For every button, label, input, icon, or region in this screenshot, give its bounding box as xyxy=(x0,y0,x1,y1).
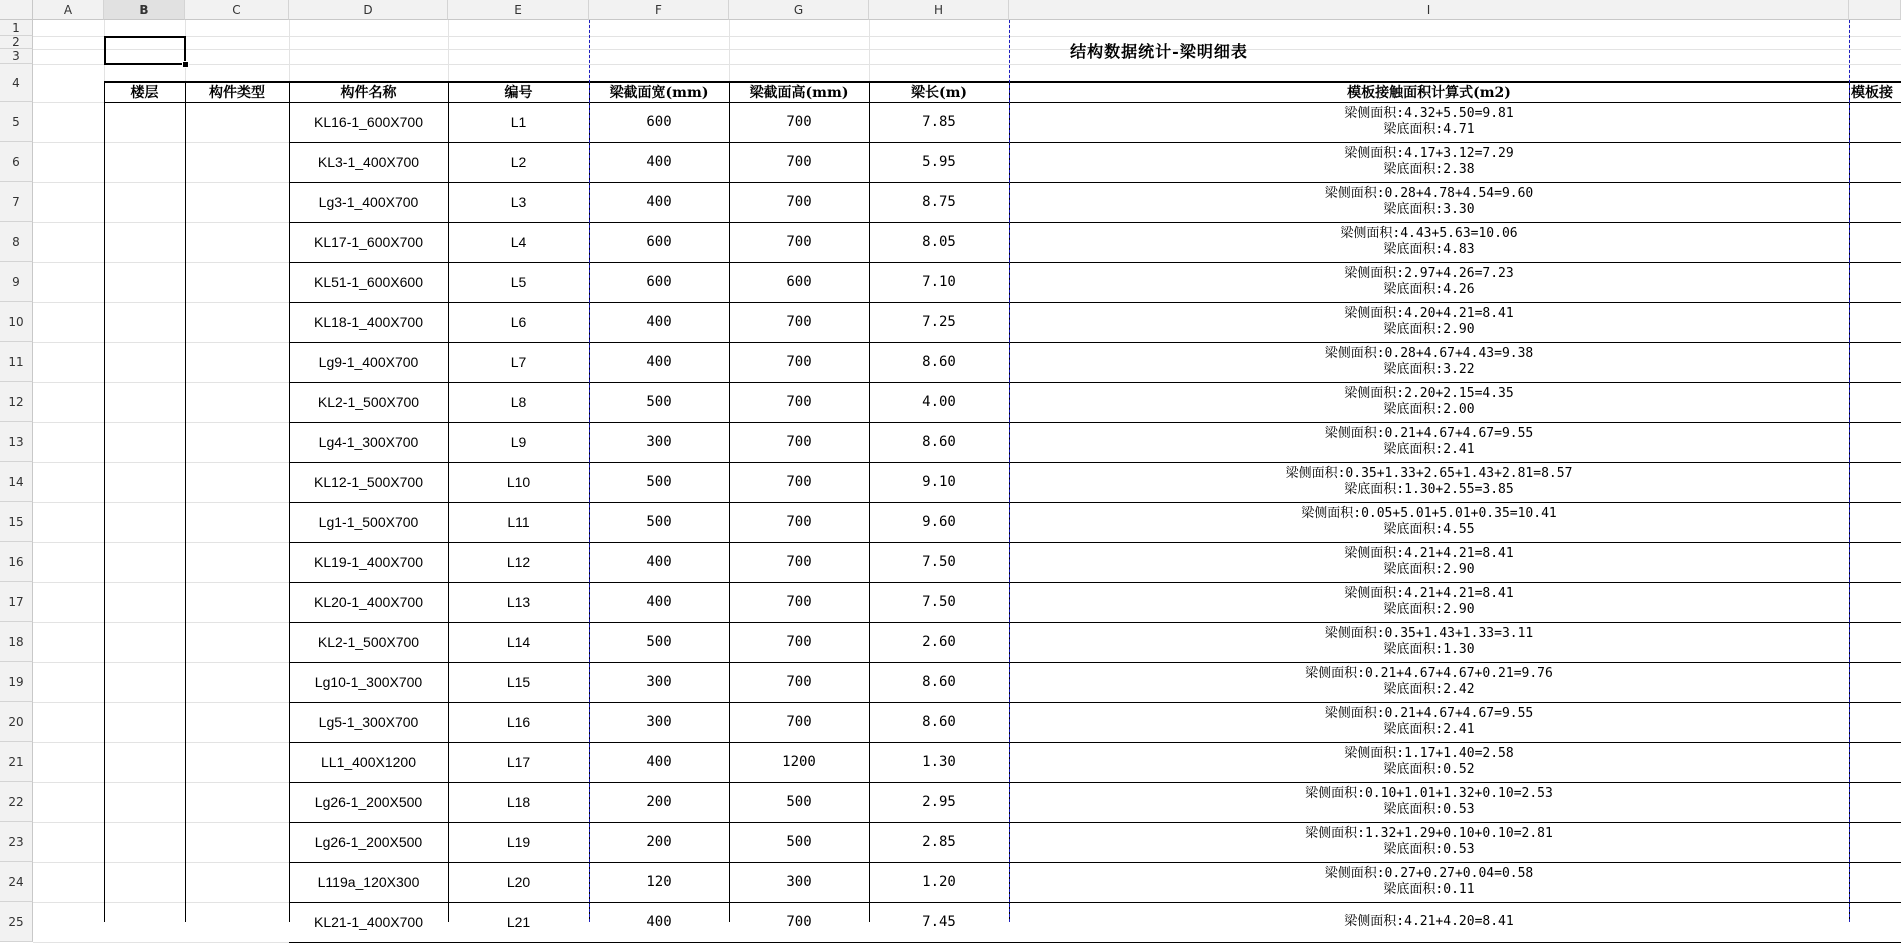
column-header-h[interactable]: H xyxy=(869,0,1009,20)
column-header-g[interactable]: G xyxy=(729,0,869,20)
side-area-line: 梁侧面积:1.32+1.29+0.10+0.10=2.81 xyxy=(1305,826,1553,841)
row-header-14[interactable]: 14 xyxy=(0,462,33,502)
section-width-cell[interactable]: 600 xyxy=(646,274,672,290)
header-border-bottom xyxy=(104,102,1901,103)
row-header-20[interactable]: 20 xyxy=(0,702,33,742)
component-name-cell[interactable]: Lg1-1_500X700 xyxy=(318,514,419,530)
row-border xyxy=(289,502,1901,503)
section-width-cell[interactable]: 200 xyxy=(646,794,672,810)
section-width-cell[interactable]: 600 xyxy=(646,114,672,130)
code-cell[interactable]: L21 xyxy=(506,914,531,930)
code-cell[interactable]: L8 xyxy=(510,394,527,410)
side-area-line: 梁侧面积:0.35+1.33+2.65+1.43+2.81=8.57 xyxy=(1285,466,1573,481)
column-border xyxy=(185,81,186,922)
row-header-19[interactable]: 19 xyxy=(0,662,33,702)
component-name-cell[interactable]: KL3-1_400X700 xyxy=(317,154,420,170)
page-break-line xyxy=(589,20,590,922)
code-cell[interactable]: L4 xyxy=(510,234,527,250)
section-height-cell[interactable]: 600 xyxy=(786,274,812,290)
bottom-area-line: 梁底面积:4.83 xyxy=(1383,242,1475,257)
side-area-line: 梁侧面积:0.10+1.01+1.32+0.10=2.53 xyxy=(1305,786,1553,801)
row-header-5[interactable]: 5 xyxy=(0,102,33,142)
formwork-partial-cell[interactable] xyxy=(1849,142,1901,182)
component-name-cell[interactable]: KL20-1_400X700 xyxy=(314,594,423,610)
bottom-area-line: 梁底面积:0.53 xyxy=(1383,842,1475,857)
row-header-24[interactable]: 24 xyxy=(0,862,33,902)
beam-length-cell[interactable]: 8.05 xyxy=(922,234,956,250)
formwork-formula-cell[interactable] xyxy=(1009,542,1849,582)
section-height-cell[interactable]: 500 xyxy=(786,794,812,810)
beam-length-cell[interactable]: 7.50 xyxy=(922,594,956,610)
row-header-23[interactable]: 23 xyxy=(0,822,33,862)
section-width-cell[interactable]: 500 xyxy=(646,474,672,490)
beam-length-cell[interactable]: 4.00 xyxy=(922,394,956,410)
formwork-formula-cell[interactable] xyxy=(1009,422,1849,462)
section-width-cell[interactable]: 400 xyxy=(646,154,672,170)
code-cell[interactable]: L2 xyxy=(510,154,527,170)
row-border xyxy=(289,222,1901,223)
formwork-formula-cell[interactable] xyxy=(1009,262,1849,302)
bottom-area-line: 梁底面积:1.30+2.55=3.85 xyxy=(1344,482,1514,497)
component-name-cell[interactable]: KL51-1_600X600 xyxy=(314,274,423,290)
sheet-title: 结构数据统计-梁明细表 xyxy=(1070,41,1248,61)
column-border xyxy=(289,81,290,922)
row-header-22[interactable]: 22 xyxy=(0,782,33,822)
section-width-cell[interactable]: 500 xyxy=(646,634,672,650)
beam-length-cell[interactable]: 2.95 xyxy=(922,794,956,810)
row-header-15[interactable]: 15 xyxy=(0,502,33,542)
component-name-cell[interactable]: Lg26-1_200X500 xyxy=(314,794,423,810)
beam-length-cell[interactable]: 8.60 xyxy=(922,354,956,370)
section-height-cell[interactable]: 700 xyxy=(786,194,812,210)
column-header-i[interactable]: I xyxy=(1009,0,1849,20)
bottom-area-line: 梁底面积:2.90 xyxy=(1383,322,1475,337)
beam-length-cell[interactable]: 8.60 xyxy=(922,434,956,450)
row-border xyxy=(289,582,1901,583)
beam-length-cell[interactable]: 7.10 xyxy=(922,274,956,290)
formwork-formula-cell[interactable] xyxy=(1009,902,1849,942)
beam-length-cell[interactable]: 7.25 xyxy=(922,314,956,330)
side-area-line: 梁侧面积:0.27+0.27+0.04=0.58 xyxy=(1324,866,1534,881)
column-header-a[interactable]: A xyxy=(33,0,104,20)
formwork-formula-cell[interactable] xyxy=(1009,822,1849,862)
code-cell[interactable]: L5 xyxy=(510,274,527,290)
component-name-cell[interactable]: Lg3-1_400X700 xyxy=(318,194,419,210)
header-code: 编号 xyxy=(504,84,533,101)
side-area-line: 梁侧面积:2.20+2.15=4.35 xyxy=(1344,386,1514,401)
formwork-partial-cell[interactable] xyxy=(1849,462,1901,502)
beam-length-cell[interactable]: 1.20 xyxy=(922,874,956,890)
side-area-line: 梁侧面积:0.21+4.67+4.67=9.55 xyxy=(1324,706,1534,721)
bottom-area-line: 梁底面积:4.71 xyxy=(1383,122,1475,137)
formwork-formula-cell[interactable] xyxy=(1009,702,1849,742)
bottom-area-line: 梁底面积:3.30 xyxy=(1383,202,1475,217)
beam-length-cell[interactable]: 7.45 xyxy=(922,914,956,930)
row-border xyxy=(289,342,1901,343)
column-header-e[interactable]: E xyxy=(448,0,589,20)
section-height-cell[interactable]: 700 xyxy=(786,554,812,570)
component-name-cell[interactable]: KL19-1_400X700 xyxy=(314,554,423,570)
code-cell[interactable]: L14 xyxy=(506,634,531,650)
component-name-cell[interactable]: KL2-1_500X700 xyxy=(317,634,420,650)
component-name-cell[interactable]: Lg4-1_300X700 xyxy=(318,434,419,450)
side-area-line: 梁侧面积:4.20+4.21=8.41 xyxy=(1344,306,1514,321)
beam-length-cell[interactable]: 7.85 xyxy=(922,114,956,130)
bottom-area-line: 梁底面积:2.42 xyxy=(1383,682,1475,697)
formwork-formula-cell[interactable] xyxy=(1009,862,1849,902)
component-name-cell[interactable]: Lg10-1_300X700 xyxy=(314,674,423,690)
bottom-area-line: 梁底面积:2.41 xyxy=(1383,442,1475,457)
row-border xyxy=(289,782,1901,783)
section-height-cell[interactable]: 700 xyxy=(786,514,812,530)
section-width-cell[interactable]: 300 xyxy=(646,674,672,690)
formwork-formula-cell[interactable] xyxy=(1009,302,1849,342)
page-break-line xyxy=(1849,20,1850,922)
header-section-height: 梁截面高(mm) xyxy=(749,84,849,101)
formwork-formula-cell[interactable] xyxy=(1009,342,1849,382)
side-area-line: 梁侧面积:4.32+5.50=9.81 xyxy=(1344,106,1514,121)
bottom-area-line: 梁底面积:3.22 xyxy=(1383,362,1475,377)
section-width-cell[interactable]: 300 xyxy=(646,434,672,450)
side-area-line: 梁侧面积:0.21+4.67+4.67+0.21=9.76 xyxy=(1305,666,1553,681)
bottom-area-line: 梁底面积:2.90 xyxy=(1383,562,1475,577)
section-height-cell[interactable]: 300 xyxy=(786,874,812,890)
row-header-8[interactable]: 8 xyxy=(0,222,33,262)
row-border xyxy=(289,542,1901,543)
section-width-cell[interactable]: 200 xyxy=(646,834,672,850)
beam-length-cell[interactable]: 8.60 xyxy=(922,714,956,730)
code-cell[interactable]: L18 xyxy=(506,794,531,810)
side-area-line: 梁侧面积:0.05+5.01+5.01+0.35=10.41 xyxy=(1301,506,1557,521)
formwork-formula-cell[interactable] xyxy=(1009,462,1849,502)
bottom-area-line: 梁底面积:2.41 xyxy=(1383,722,1475,737)
header-component-name: 构件名称 xyxy=(340,84,397,101)
row-header-2[interactable]: 2 xyxy=(0,36,33,49)
row-border xyxy=(289,142,1901,143)
beam-length-cell[interactable]: 7.50 xyxy=(922,554,956,570)
row-header-17[interactable]: 17 xyxy=(0,582,33,622)
code-cell[interactable]: L12 xyxy=(506,554,531,570)
formwork-formula-cell[interactable] xyxy=(1009,502,1849,542)
fill-handle[interactable] xyxy=(182,61,189,68)
row-border xyxy=(289,262,1901,263)
bottom-area-line: 梁底面积:0.11 xyxy=(1383,882,1475,897)
formwork-partial-cell[interactable] xyxy=(1849,582,1901,622)
section-height-cell[interactable]: 700 xyxy=(786,674,812,690)
formwork-formula-cell[interactable] xyxy=(1009,742,1849,782)
side-area-line: 梁侧面积:0.35+1.43+1.33=3.11 xyxy=(1324,626,1534,641)
formwork-partial-cell[interactable] xyxy=(1849,702,1901,742)
code-cell[interactable]: L3 xyxy=(510,194,527,210)
section-width-cell[interactable]: 400 xyxy=(646,914,672,930)
row-header-1[interactable]: 1 xyxy=(0,20,33,36)
component-name-cell[interactable]: LL1_400X1200 xyxy=(321,754,416,770)
section-width-cell[interactable]: 500 xyxy=(646,394,672,410)
component-name-cell[interactable]: Lg26-1_200X500 xyxy=(314,834,423,850)
formwork-formula-cell[interactable] xyxy=(1009,782,1849,822)
component-name-cell[interactable]: KL21-1_400X700 xyxy=(314,914,423,930)
section-width-cell[interactable]: 120 xyxy=(646,874,672,890)
row-border xyxy=(289,742,1901,743)
side-area-line: 梁侧面积:4.21+4.21=8.41 xyxy=(1344,586,1514,601)
formwork-partial-cell[interactable] xyxy=(1849,182,1901,222)
section-height-cell[interactable]: 700 xyxy=(786,714,812,730)
code-cell[interactable]: L20 xyxy=(506,874,531,890)
row-header-6[interactable]: 6 xyxy=(0,142,33,182)
column-header-f[interactable]: F xyxy=(589,0,729,20)
formwork-formula-cell[interactable] xyxy=(1009,142,1849,182)
formwork-partial-cell[interactable] xyxy=(1849,342,1901,382)
bottom-area-line: 梁底面积:0.52 xyxy=(1383,762,1475,777)
beam-length-cell[interactable]: 9.10 xyxy=(922,474,956,490)
section-height-cell[interactable]: 700 xyxy=(786,114,812,130)
bottom-area-line: 梁底面积:4.55 xyxy=(1383,522,1475,537)
formwork-formula-cell[interactable] xyxy=(1009,102,1849,142)
formwork-formula-cell[interactable] xyxy=(1009,582,1849,622)
section-height-cell[interactable]: 700 xyxy=(786,914,812,930)
row-header-21[interactable]: 21 xyxy=(0,742,33,782)
bottom-area-line: 梁底面积:2.38 xyxy=(1383,162,1475,177)
code-cell[interactable]: L1 xyxy=(510,114,527,130)
column-border xyxy=(869,81,870,922)
formwork-partial-cell[interactable] xyxy=(1849,422,1901,462)
section-width-cell[interactable]: 500 xyxy=(646,514,672,530)
side-area-line: 梁侧面积:2.97+4.26=7.23 xyxy=(1344,266,1514,281)
row-header-12[interactable]: 12 xyxy=(0,382,33,422)
section-width-cell[interactable]: 400 xyxy=(646,594,672,610)
header-beam-length: 梁长(m) xyxy=(910,84,968,101)
section-width-cell[interactable]: 600 xyxy=(646,234,672,250)
beam-length-cell[interactable]: 1.30 xyxy=(922,754,956,770)
formwork-formula-cell[interactable] xyxy=(1009,222,1849,262)
header-floor: 楼层 xyxy=(130,84,159,101)
table-border-top xyxy=(104,81,1901,83)
component-name-cell[interactable]: Lg9-1_400X700 xyxy=(318,354,419,370)
code-cell[interactable]: L6 xyxy=(510,314,527,330)
section-height-cell[interactable]: 700 xyxy=(786,434,812,450)
row-header-16[interactable]: 16 xyxy=(0,542,33,582)
section-height-cell[interactable]: 700 xyxy=(786,354,812,370)
row-border xyxy=(289,662,1901,663)
beam-length-cell[interactable]: 5.95 xyxy=(922,154,956,170)
row-header-11[interactable]: 11 xyxy=(0,342,33,382)
section-height-cell[interactable]: 700 xyxy=(786,154,812,170)
formwork-partial-cell[interactable] xyxy=(1849,382,1901,422)
bottom-area-line: 梁底面积:4.26 xyxy=(1383,282,1475,297)
component-name-cell[interactable]: KL17-1_600X700 xyxy=(314,234,423,250)
component-name-cell[interactable]: Lg5-1_300X700 xyxy=(318,714,419,730)
header-formwork-partial: 模板接 xyxy=(1851,84,1893,101)
bottom-area-line: 梁底面积:2.00 xyxy=(1383,402,1475,417)
row-header-3[interactable]: 3 xyxy=(0,49,33,64)
row-header-7[interactable]: 7 xyxy=(0,182,33,222)
row-border xyxy=(289,422,1901,423)
formwork-partial-cell[interactable] xyxy=(1849,222,1901,262)
bottom-area-line: 梁底面积:1.30 xyxy=(1383,642,1475,657)
row-header-9[interactable]: 9 xyxy=(0,262,33,302)
formwork-formula-cell[interactable] xyxy=(1009,382,1849,422)
component-name-cell[interactable]: L119a_120X300 xyxy=(317,874,420,890)
select-all-corner[interactable] xyxy=(0,0,33,20)
section-height-cell[interactable]: 700 xyxy=(786,634,812,650)
row-border xyxy=(289,902,1901,903)
side-area-line: 梁侧面积:0.28+4.67+4.43=9.38 xyxy=(1324,346,1534,361)
column-border xyxy=(729,81,730,922)
side-area-line: 梁侧面积:0.28+4.78+4.54=9.60 xyxy=(1324,186,1534,201)
column-header-b[interactable]: B xyxy=(104,0,185,20)
row-border xyxy=(289,622,1901,623)
component-name-cell[interactable]: KL16-1_600X700 xyxy=(314,114,423,130)
row-header-13[interactable]: 13 xyxy=(0,422,33,462)
gridline-horizontal xyxy=(33,64,1901,65)
row-header-25[interactable]: 25 xyxy=(0,902,33,942)
column-header-d[interactable]: D xyxy=(289,0,448,20)
code-cell[interactable]: L10 xyxy=(506,474,531,490)
row-border xyxy=(289,862,1901,863)
beam-length-cell[interactable]: 8.75 xyxy=(922,194,956,210)
code-cell[interactable]: L13 xyxy=(506,594,531,610)
beam-length-cell[interactable]: 2.85 xyxy=(922,834,956,850)
section-height-cell[interactable]: 700 xyxy=(786,394,812,410)
beam-length-cell[interactable]: 8.60 xyxy=(922,674,956,690)
header-formwork-formula: 模板接触面积计算式(m2) xyxy=(1347,84,1511,101)
code-cell[interactable]: L15 xyxy=(506,674,531,690)
formwork-partial-cell[interactable] xyxy=(1849,302,1901,342)
side-area-line: 梁侧面积:4.21+4.20=8.41 xyxy=(1344,914,1514,929)
row-border xyxy=(289,382,1901,383)
side-area-line: 梁侧面积:4.17+3.12=7.29 xyxy=(1344,146,1514,161)
code-cell[interactable]: L9 xyxy=(510,434,527,450)
formwork-partial-cell[interactable] xyxy=(1849,542,1901,582)
column-header-c[interactable]: C xyxy=(185,0,289,20)
section-height-cell[interactable]: 500 xyxy=(786,834,812,850)
code-cell[interactable]: L16 xyxy=(506,714,531,730)
code-cell[interactable]: L11 xyxy=(507,514,530,530)
bottom-area-line: 梁底面积:0.53 xyxy=(1383,802,1475,817)
selected-cell-b2[interactable] xyxy=(104,36,186,65)
formwork-partial-cell[interactable] xyxy=(1849,102,1901,142)
section-height-cell[interactable]: 700 xyxy=(786,234,812,250)
code-cell[interactable]: L7 xyxy=(510,354,527,370)
component-name-cell[interactable]: KL18-1_400X700 xyxy=(314,314,423,330)
row-header-18[interactable]: 18 xyxy=(0,622,33,662)
column-border xyxy=(104,81,105,922)
section-height-cell[interactable]: 700 xyxy=(786,474,812,490)
section-height-cell[interactable]: 1200 xyxy=(782,754,816,770)
header-section-width: 梁截面宽(mm) xyxy=(609,84,709,101)
section-width-cell[interactable]: 400 xyxy=(646,194,672,210)
component-name-cell[interactable]: KL2-1_500X700 xyxy=(317,394,420,410)
code-cell[interactable]: L17 xyxy=(506,754,531,770)
row-header-4[interactable]: 4 xyxy=(0,64,33,102)
section-width-cell[interactable]: 400 xyxy=(646,354,672,370)
section-width-cell[interactable]: 400 xyxy=(646,314,672,330)
row-border xyxy=(289,302,1901,303)
formwork-partial-cell[interactable] xyxy=(1849,622,1901,662)
formwork-partial-cell[interactable] xyxy=(1849,502,1901,542)
formwork-partial-cell[interactable] xyxy=(1849,662,1901,702)
column-border xyxy=(448,81,449,922)
formwork-formula-cell[interactable] xyxy=(1009,662,1849,702)
formwork-formula-cell[interactable] xyxy=(1009,622,1849,662)
side-area-line: 梁侧面积:4.21+4.21=8.41 xyxy=(1344,546,1514,561)
component-name-cell[interactable]: KL12-1_500X700 xyxy=(314,474,423,490)
side-area-line: 梁侧面积:4.43+5.63=10.06 xyxy=(1340,226,1518,241)
section-height-cell[interactable]: 700 xyxy=(786,594,812,610)
side-area-line: 梁侧面积:0.21+4.67+4.67=9.55 xyxy=(1324,426,1534,441)
formwork-partial-cell[interactable] xyxy=(1849,262,1901,302)
row-border xyxy=(289,182,1901,183)
section-width-cell[interactable]: 300 xyxy=(646,714,672,730)
row-header-10[interactable]: 10 xyxy=(0,302,33,342)
row-border xyxy=(289,822,1901,823)
row-border xyxy=(289,702,1901,703)
column-header-j[interactable] xyxy=(1849,0,1901,20)
header-component-type: 构件类型 xyxy=(209,84,265,101)
side-area-line: 梁侧面积:1.17+1.40=2.58 xyxy=(1344,746,1514,761)
section-width-cell[interactable]: 400 xyxy=(646,754,672,770)
section-width-cell[interactable]: 400 xyxy=(646,554,672,570)
page-break-line xyxy=(1009,20,1010,922)
beam-length-cell[interactable]: 9.60 xyxy=(922,514,956,530)
formwork-formula-cell[interactable] xyxy=(1009,182,1849,222)
bottom-area-line: 梁底面积:2.90 xyxy=(1383,602,1475,617)
code-cell[interactable]: L19 xyxy=(506,834,531,850)
beam-length-cell[interactable]: 2.60 xyxy=(922,634,956,650)
section-height-cell[interactable]: 700 xyxy=(786,314,812,330)
row-border xyxy=(289,462,1901,463)
